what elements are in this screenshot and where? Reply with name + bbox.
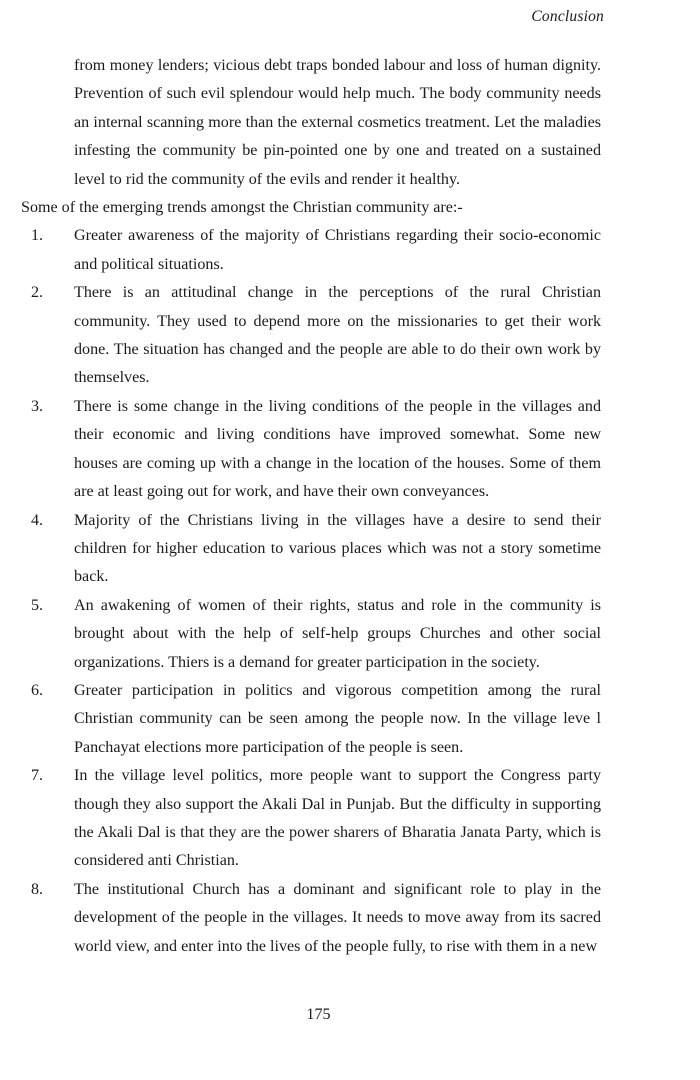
emerging-trends-list — [21, 222, 601, 961]
list-item-text: The institutional Church has a dominant and significant role to play in the development of the people in the villages. It needs to move away from its sacred world view, and enter into the lives of the people fully, to rise with them in a new — [74, 880, 601, 955]
list-item-text: In the village level politics, more people want to support the Congress party though they also support the Akali Dal in Punjab. But the difficulty in supporting the Akali Dal is that they are the power sharers of Bharatia Janata Party, which is considered anti Christian. — [74, 767, 601, 870]
list-item — [21, 279, 601, 393]
list-item-marker: 2. — [31, 284, 44, 302]
page-number: 175 — [306, 1006, 331, 1023]
list-item-marker: 6. — [31, 681, 44, 699]
list-item-text: Greater participation in politics and vigorous competition among the rural Christian community can be seen among the people now. In the village leve l Panchayat elections more participation of the people is seen. — [74, 681, 601, 756]
list-item — [21, 762, 601, 876]
list-item-text: There is some change in the living conditions of the people in the villages and their economic and living conditions have improved somewhat. Some new houses are coming up with a change in the location of the houses. Some of them are at least going out for work, and have their own conveyances. — [74, 397, 601, 501]
list-item-text: There is an attitudinal change in the perceptions of the rural Christian community. They used to depend more on the missionaries to get their work done. The situation has changed and the people are able to do their own work by themselves. — [74, 284, 601, 387]
list-item — [21, 507, 601, 592]
list-item-text: Majority of the Christians living in the villages have a desire to send their children for higher education to various places which was not a story sometime back. — [74, 511, 601, 586]
list-item-text: An awakening of women of their rights, status and role in the community is brought about with the help of self-help groups Churches and other social organizations. Thiers is a demand for greater participation in the society. — [74, 596, 601, 671]
list-item-marker: 8. — [31, 880, 44, 898]
list-item — [21, 222, 601, 279]
list-item — [21, 393, 601, 507]
list-item — [21, 677, 601, 762]
list-item-marker: 4. — [31, 511, 44, 529]
opening-paragraph: from money lenders; vicious debt traps bonded labour and loss of human dignity. Prevention of such evil splendour would help much. The body community needs an internal scanning more than the external cosmetics treatment. Let the maladies infesting the community be pin-pointed one by one and treated on a sustained level to rid the community of the evils and render it healthy. — [74, 57, 601, 188]
list-item-marker: 5. — [31, 596, 44, 614]
page-body — [21, 52, 601, 961]
list-item — [21, 592, 601, 677]
list-item — [21, 876, 601, 961]
list-item-marker: 3. — [31, 397, 44, 415]
list-item-text: Greater awareness of the majority of Christians regarding their socio-economic and political situations. — [74, 227, 601, 273]
list-lead-in-text: Some of the emerging trends amongst the Christian community are:- — [21, 199, 463, 217]
running-header: Conclusion — [531, 8, 604, 25]
list-item-marker: 7. — [31, 767, 44, 785]
list-item-marker: 1. — [31, 227, 44, 245]
